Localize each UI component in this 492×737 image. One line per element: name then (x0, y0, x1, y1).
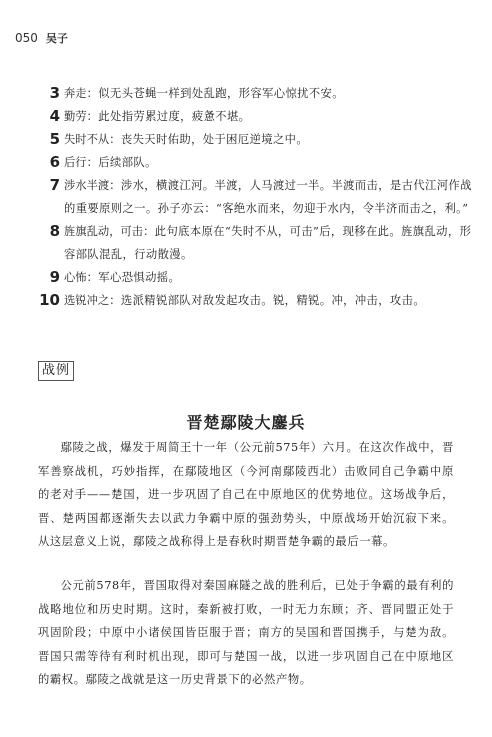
annotation-item (36, 266, 476, 289)
annotation-body: ：似无头苍蝇一样到处乱跑，形容军心惊扰不安。 (86, 87, 344, 100)
annotation-item (36, 220, 476, 266)
annotation-list (36, 82, 476, 312)
annotation-term: 选锐冲之 (64, 294, 110, 307)
annotation-term: 失时不从 (64, 133, 110, 146)
annotation-body: ：此句底本原在“失时不从，可击”后，现移在此。旌旗乱动，形容部队混乱，行动散漫。 (64, 225, 472, 261)
annotation-body: ：后续部队。 (86, 156, 157, 169)
annotation-term: 心怖 (64, 271, 87, 284)
page-number: 050 (15, 31, 38, 45)
annotation-item (36, 105, 476, 128)
annotation-number: 9 (49, 268, 60, 286)
article-paragraph: 鄢陵之战，爆发于周简王十一年（公元前575年）六月。在这次作战中，晋军善察战机，巧妙指挥，在鄢陵地区（今河南鄢陵西北）击败同自己争霸中原的老对手——楚国，进一步巩固了自己在中原地区的优势地位。这场战争后，晋、楚两国都逐渐失去以武力争霸中原的强劲势头，中原战场开始沉寂下来。从这层意义上说，鄢陵之战称得上是春秋时期晋楚争霸的最后一幕。 (38, 441, 454, 548)
annotation-item (36, 128, 476, 151)
annotation-number: 6 (49, 153, 60, 171)
case-study-label: 战例 (38, 361, 74, 381)
annotation-number: 10 (39, 291, 60, 309)
annotation-body: ：涉水，横渡江河。半渡，人马渡过一半。半渡而击，是古代江河作战的重要原则之一。孙子亦云：“客绝水而来，勿迎于水内，令半济而击之，利。” (64, 179, 472, 215)
annotation-item (36, 174, 476, 220)
annotation-item (36, 151, 476, 174)
annotation-body: ：此处指劳累过度，疲惫不堪。 (86, 110, 251, 123)
book-title: 吴子 (45, 32, 68, 45)
annotation-number: 8 (49, 222, 60, 240)
annotation-body: ：选派精锐部队对敌发起攻击。锐，精锐。冲，冲击，攻击。 (109, 294, 426, 307)
annotation-number: 7 (49, 176, 60, 194)
page-header (15, 30, 68, 46)
annotation-term: 旌旗乱动，可击 (64, 225, 144, 238)
annotation-item (36, 82, 476, 105)
annotation-term: 奔走 (64, 87, 87, 100)
annotation-term: 后行 (64, 156, 87, 169)
annotation-term: 勤劳 (64, 110, 87, 123)
annotation-number: 4 (49, 107, 60, 125)
annotation-item (36, 289, 476, 312)
annotation-number: 5 (49, 130, 60, 148)
annotation-number: 3 (49, 84, 60, 102)
annotation-body: ：军心恐惧动摇。 (86, 271, 181, 284)
article-paragraph: 公元前578年，晋国取得对秦国麻隧之战的胜利后，已处于争霸的最有利的战略地位和历史时期。这时，秦新被打败，一时无力东顾；齐、晋同盟正处于巩固阶段；中原中小诸侯国皆臣服于晋；南方的吴国和晋国携手，与楚为敌。晋国只需等待有利时机出现，即可与楚国一战，以进一步巩固自己在中原地区的霸权。鄢陵之战就是这一历史背景下的必然产物。 (38, 579, 454, 686)
article-title: 晋楚鄢陵大鏖兵 (186, 413, 306, 432)
annotation-term: 涉水半渡 (64, 179, 110, 192)
annotation-body: ：丧失天时佑助，处于困厄逆境之中。 (109, 133, 309, 146)
